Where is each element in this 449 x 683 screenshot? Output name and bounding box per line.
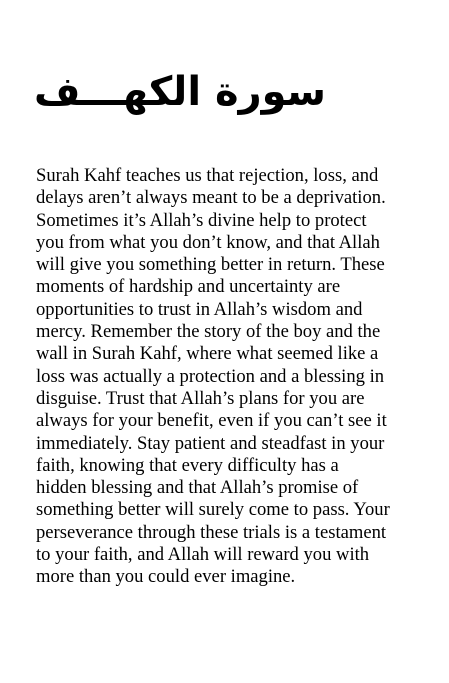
surah-title: سورة الكهـــف [33, 69, 327, 115]
paragraph-line: will give you something better in return. These [36, 254, 385, 276]
paragraph-line: faith, knowing that every difficulty has a [36, 454, 339, 476]
paragraph-line: perseverance through these trials is a testament [36, 521, 387, 543]
paragraph-line: hidden blessing and that Allah’s promise of [36, 477, 359, 499]
paragraph-line: delays aren’t always meant to be a deprivation. [36, 187, 386, 209]
body-paragraph [36, 165, 420, 589]
paragraph-line: mercy. Remember the story of the boy and the [36, 321, 381, 343]
paragraph-line: to your faith, and Allah will reward you with [36, 544, 370, 566]
paragraph-line: moments of hardship and uncertainty are [36, 276, 341, 298]
paragraph-line: Surah Kahf teaches us that rejection, loss, and [36, 165, 379, 186]
paragraph-line: loss was actually a protection and a blessing in [36, 365, 385, 387]
paragraph-line: something better will surely come to pass. Your [36, 499, 390, 521]
paragraph-line: disguise. Trust that Allah’s plans for you are [36, 387, 365, 409]
paragraph-line: you from what you don’t know, and that Allah [36, 231, 380, 253]
paragraph-line: always for your benefit, even if you can’t see it [36, 410, 387, 432]
paragraph-line: opportunities to trust in Allah’s wisdom and [36, 298, 363, 320]
paragraph-line: immediately. Stay patient and steadfast in your [36, 432, 385, 454]
paragraph-line: Sometimes it’s Allah’s divine help to protect [36, 209, 367, 231]
paragraph-line: more than you could ever imagine. [36, 566, 296, 588]
paragraph-line: wall in Surah Kahf, where what seemed like a [36, 343, 379, 365]
